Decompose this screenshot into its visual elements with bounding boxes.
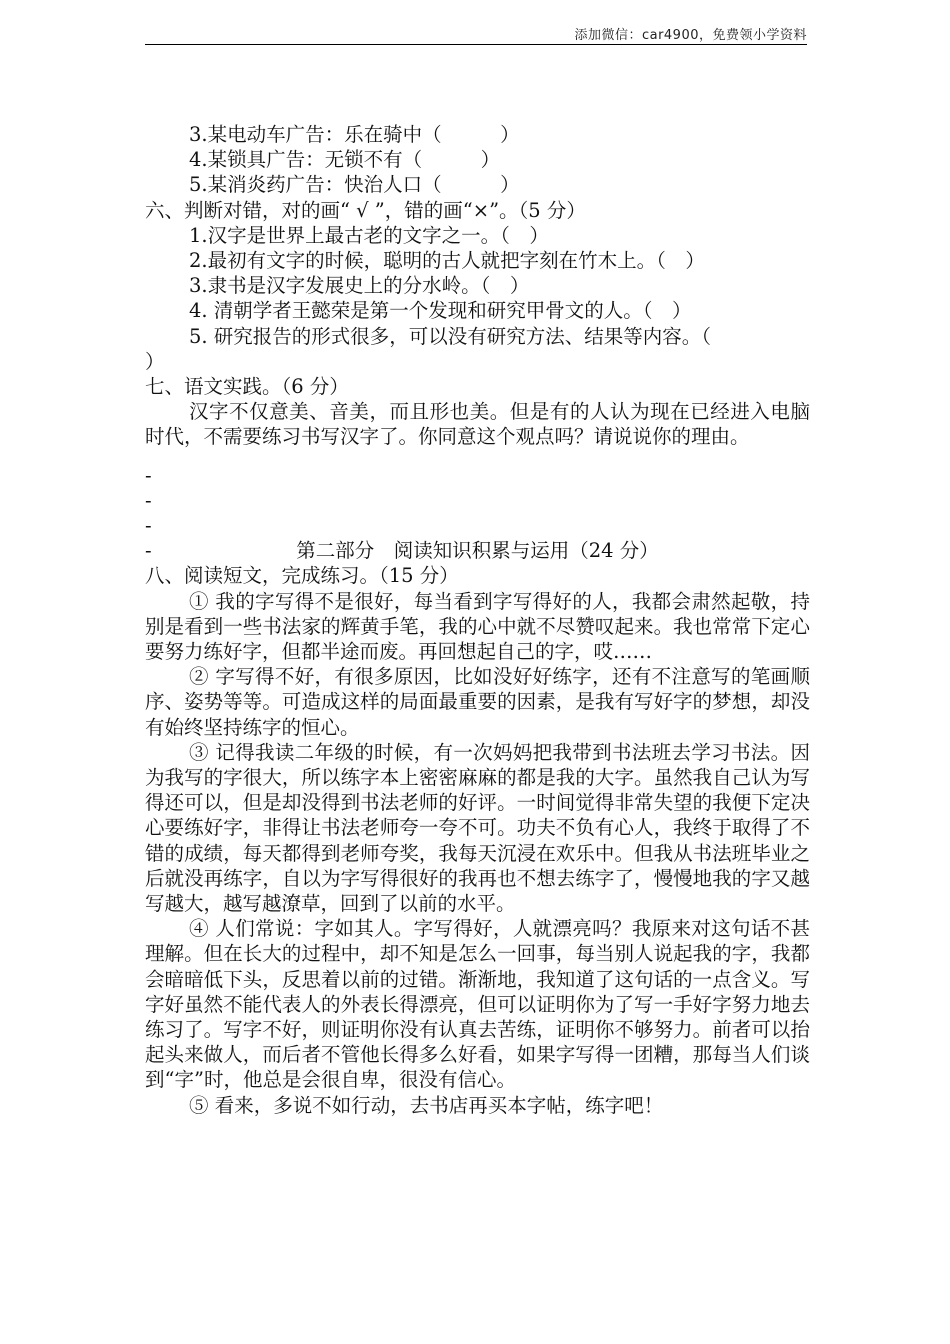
section5-item-4: 4.某锁具广告：无锁不有（ ） [189,148,501,172]
header-divider [145,44,807,45]
section5-item-3: 3.某电动车广告：乐在骑中（ ） [189,123,520,146]
passage-paragraph-4: ④ 人们常说：字如其人。字写得好，人就漂亮吗？我原来对这句话不甚理解。但在长大的过程中，却不知是怎么一回事，每当别人说起我的字，我都会暗暗低下头，反思着以前的过错。渐渐地，我知道了这句话的一点含义。写字好虽然不能代表人的外表长得漂亮，但可以证明你为了写一手好字努力地去练习了。写字不好，则证明你没有认真去苦练，证明你不够努力。前者可以抬起头来做人，而后者不管他长得多么好看，如果字写得一团糟，那每当人们谈到“字”时，他总是会很自卑，很没有信心。 [145,917,810,1092]
section7-title: 七、语文实践。（6 分） [145,375,349,399]
passage-paragraph-5: ⑤ 看来，多说不如行动，去书店再买本字帖，练字吧！ [189,1093,664,1117]
section6-title: 六、判断对错，对的画“ √ ”，错的画“×”。（5 分） [145,198,586,222]
section6-item-5-cont: ） [145,349,165,373]
section6-item-5: 5. 研究报告的形式很多，可以没有研究方法、结果等内容。（ [189,324,712,348]
section6-item-1: 1.汉字是世界上最古老的文字之一。（ ） [189,223,549,247]
answer-line: - [145,488,152,512]
part2-title: 第二部分 阅读知识积累与运用（24 分） [296,539,659,563]
section6-item-4: 4. 清朝学者王懿荣是第一个发现和研究甲骨文的人。（ ） [189,299,692,323]
document-body [145,122,810,1118]
section6-item-3: 3.隶书是汉字发展史上的分水岭。（ ） [189,274,530,298]
answer-line: - [145,463,152,487]
passage-paragraph-1: ① 我的字写得不是很好，每当看到字写得好的人，我都会肃然起敬，持别是看到一些书法家的辉黄手笔，我的心中就不尽赞叹起来。我也常常下定心要努力练好字，但都半途而废。再回想起自己的字，哎…… [145,589,810,664]
section6-item-2: 2.最初有文字的时候，聪明的古人就把字刻在竹木上。（ ） [189,249,705,273]
passage-paragraph-2: ② 字写得不好，有很多原因，比如没好好练字，还有不注意写的笔画顺序、姿势等等。可造成这样的局面最重要的因素，是我有写好字的梦想，却没有始终坚持练字的恒心。 [145,665,810,739]
section5-item-5: 5.某消炎药广告：快治人口（ ） [189,173,520,197]
header-text: 添加微信：car4900，免费领小学资料 [574,28,807,43]
passage-paragraph-3: ③ 记得我读二年级的时候，有一次妈妈把我带到书法班去学习书法。因为我写的字很大，所以练字本上密密麻麻的都是我的大字。虽然我自己认为写得还可以，但是却没得到书法老师的好评。一时间觉得非常失望的我便下定决心要练好字，非得让书法老师夸一夸不可。功夫不负有心人，我终于取得了不错的成绩，每天都得到老师夸奖，我每天沉浸在欢乐中。但我从书法班毕业之后就没再练字，自以为字写得很好的我再也不想去练字了，慢慢地我的字又越写越大，越写越潦草，回到了以前的水平。 [145,740,810,916]
answer-line: - [145,514,152,538]
answer-line: - [145,539,152,563]
section8-title: 八、阅读短文，完成练习。（15 分） [145,564,459,588]
section7-paragraph: 汉字不仅意美、音美，而且形也美。但是有的人认为现在已经进入电脑时代，不需要练习书写汉字了。你同意这个观点吗？请说说你的理由。 [145,400,810,449]
